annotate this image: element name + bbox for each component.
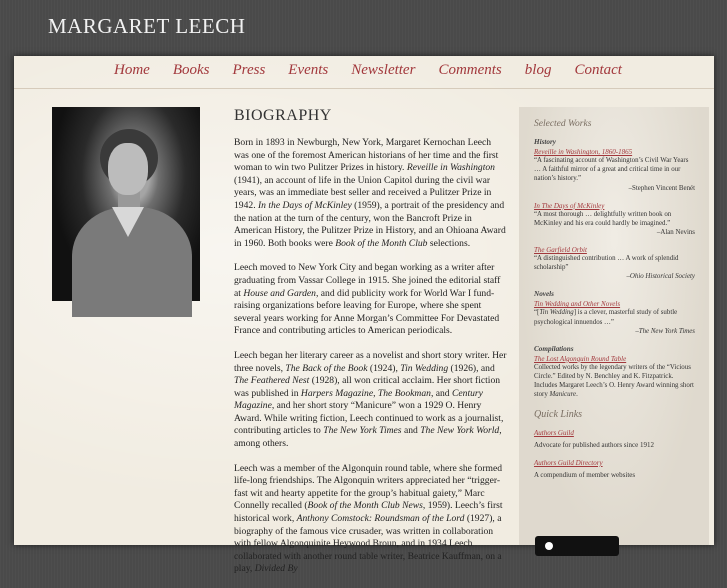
book-link[interactable]: The Lost Algonquin Round Table [534, 354, 627, 363]
bio-paragraph-3: Leech began her literary career as a novelist and short story writer. Her three novels, The Back of the Book (1924), Tin Wedding (1926), and The Feathered Nest (1928), all won critical acclaim. Her short fiction was published in Harpers Magazine, The Bookman, and Century Magazine, and her short story “Manicure” won a 1929 O. Henry Award. While writing fiction, Leech continued to work as a journalist, contributing articles to The New York Times and The New York World, among others. [234, 349, 507, 450]
book-link[interactable]: The Garfield Orbit [534, 246, 587, 255]
badge-button[interactable] [535, 536, 619, 556]
nav-blog[interactable]: blog [524, 62, 552, 78]
book-link[interactable]: Tin Wedding and Other Novels [534, 300, 621, 309]
compilations-label: Compilations [534, 344, 574, 353]
bio-paragraph-2: Leech moved to New York City and began working as a writer after graduating from Vassar College in 1915. She joined the editorial staff at House and Garden, and did publicity work for World War I fund-raising organizations before leaving for Europe, where she spent several years working for Anne Morgan’s Committee For Devastated France and contributing articles to American periodicals. [234, 262, 501, 337]
page-paper [14, 56, 714, 575]
book-quote: “A distinguished contribution … A work of splendid scholarship” [534, 255, 679, 272]
book-quote: “A fascinating account of Washington’s Civil War Years … A faithful mirror of a great and critical time in our nation’s history.” [534, 157, 689, 183]
quick-link-entry [534, 459, 695, 479]
book-quote-source: –Alan Nevins [656, 229, 695, 237]
site-title[interactable]: MARGARET LEECH [48, 14, 246, 38]
book-entry [534, 300, 695, 335]
book-quote-source: –The New York Times [635, 327, 695, 335]
sidebar [519, 107, 709, 545]
book-entry [534, 246, 695, 281]
bio-paragraph-1: Born in 1893 in Newburgh, New York, Margaret Kernochan Leech was one of the foremost American historians of her time and the first woman to win two Pulitzer Prizes in history. Reveille in Washington (1941), an account of life in the Union Capitol during the civil war years, was an immediate best seller and received a Pulitzer Prize in 1942. In the Days of McKinley (1959), a portrait of the presidency and the nation at the turn of the century, won the Bancroft Prize in American History, the Pulitzer Prize in History, and an Ohioana Award in 1960. Both books were Book of the Month Club selections. [234, 137, 506, 249]
book-entry [534, 355, 695, 400]
nav-events[interactable]: Events [288, 62, 329, 78]
quick-link[interactable]: Authors Guild Directory [534, 458, 603, 467]
badge-icon [545, 542, 553, 550]
book-description: Collected works by the legendary writers of the “Vicious Circle.” Edited by N. Benchley and K. Fitzpatrick. Includes Margaret Leech’s O. Henry Award winning short story Manicure. [534, 363, 694, 399]
nav-comments[interactable]: Comments [438, 62, 502, 78]
bio-paragraph-4: Leech was a member of the Algonquin round table, where she formed life-long friendships. The Algonquin writers appreciated her “trigger-fast wit and hearty appetite for the group’s habitual gaiety,” Marc Connelly recalled (Book of the Month Club News, 1959). Leech’s first historical work, Anthony Comstock: Roundsman of the Lord (1927), a biography of the famous vice crusader, was written in collaboration with fellow Algonquinite Heywood Broun, and in 1934 Leech collaborated with another round table writer, Beatrice Kauffman, on a play, Divided By [234, 462, 503, 575]
nav-books[interactable]: Books [172, 62, 210, 78]
selected-works-heading: Selected Works [534, 119, 592, 129]
book-quote-source: –Stephen Vincent Benét [628, 184, 695, 192]
author-portrait [52, 107, 200, 301]
book-quote-source: –Ohio Historical Society [626, 273, 695, 281]
nav-home[interactable]: Home [114, 62, 150, 78]
book-quote: “A most thorough … delightfully written book on McKinley and his era could hardly be imagined.” [534, 210, 672, 227]
quick-link[interactable]: Authors Guild [534, 428, 574, 437]
nav-newsletter[interactable]: Newsletter [351, 62, 416, 78]
book-link[interactable]: In The Days of McKinley [534, 201, 605, 210]
nav-press[interactable]: Press [232, 62, 266, 78]
book-entry [534, 148, 695, 193]
nav-contact[interactable]: Contact [574, 62, 622, 78]
quick-link-description: A compendium of member websites [534, 470, 636, 479]
quick-link-description: Advocate for published authors since 1912 [534, 440, 654, 449]
quick-links-heading: Quick Links [534, 408, 583, 420]
main-nav [14, 56, 714, 89]
quick-link-entry [534, 429, 695, 449]
book-quote: “[Tin Wedding] is a clever, masterful study of subtle psychological innuendos …” [534, 309, 678, 326]
book-entry [534, 202, 695, 237]
novels-label: Novels [534, 290, 554, 299]
history-label: History [534, 138, 556, 146]
biography-content [234, 107, 508, 588]
book-link[interactable]: Reveille in Washington, 1860-1865 [534, 148, 633, 156]
page-title: BIOGRAPHY [234, 107, 332, 124]
